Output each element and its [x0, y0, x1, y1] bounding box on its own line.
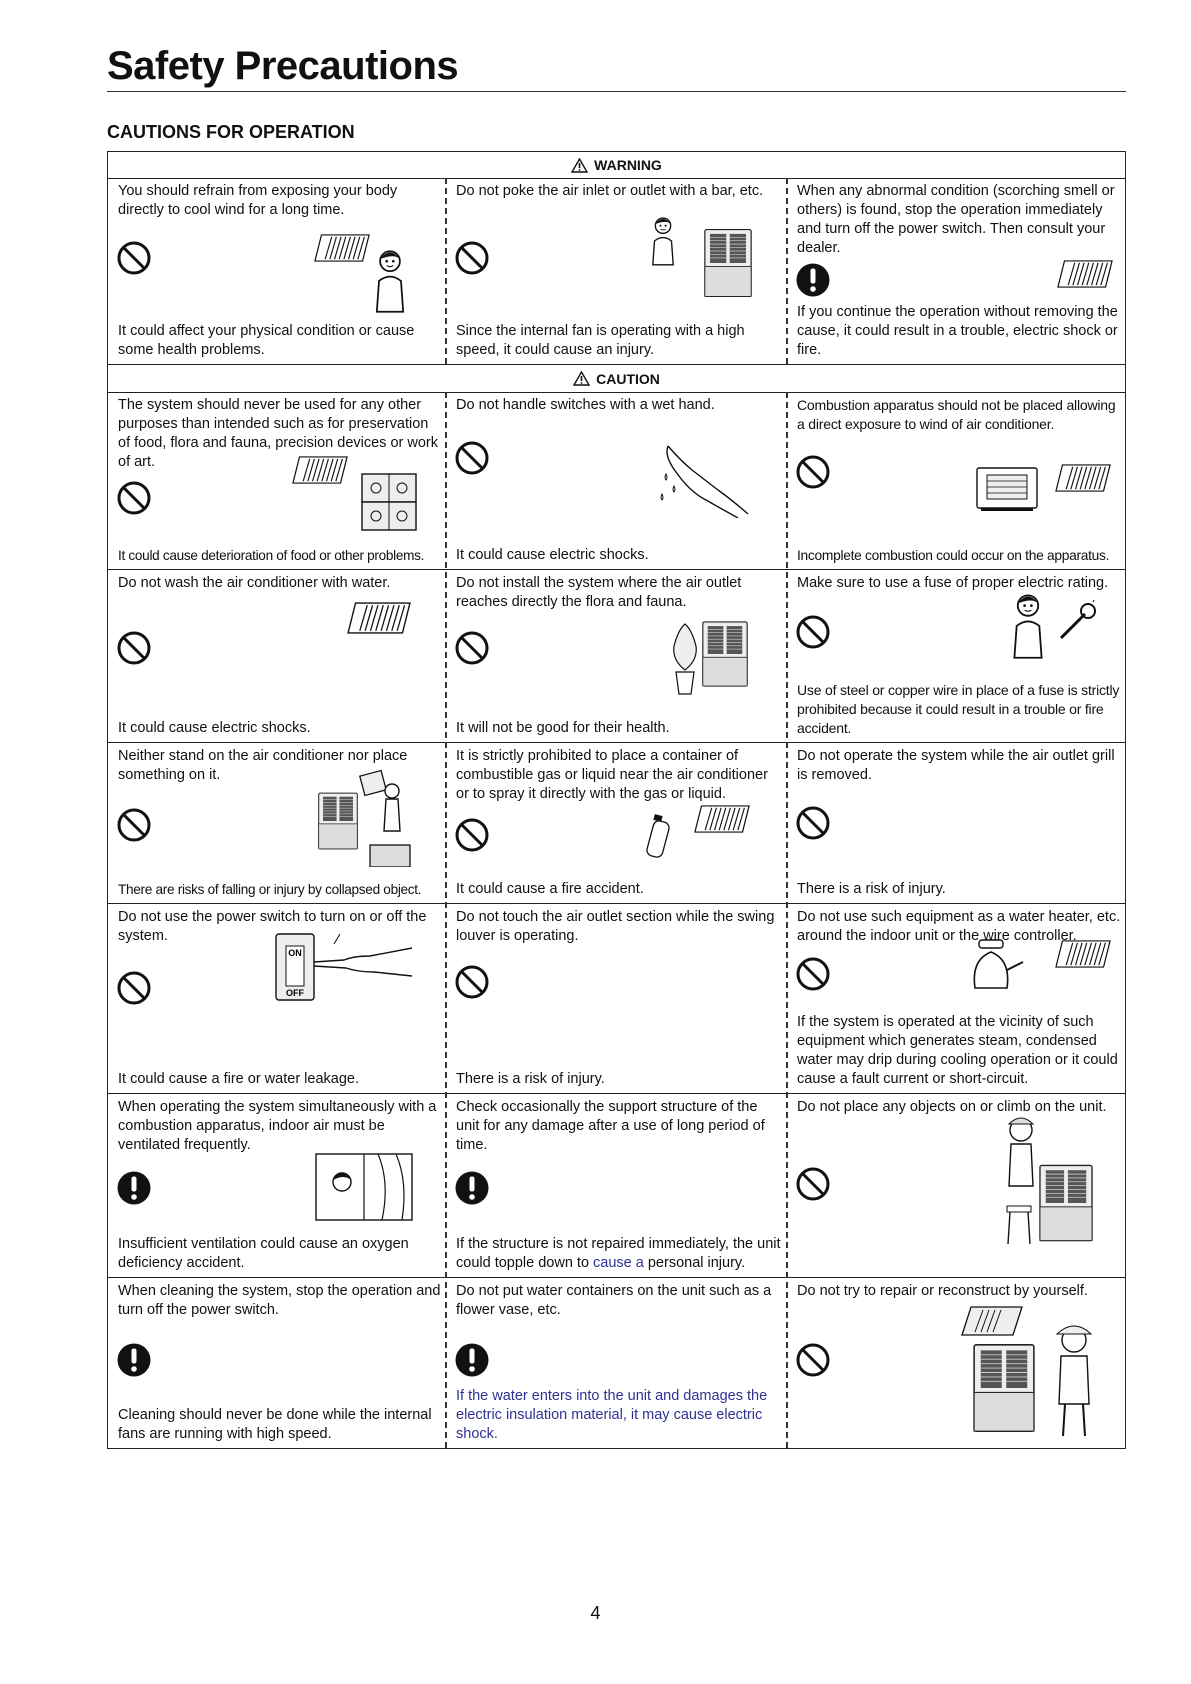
outdoor-unit-icon — [318, 785, 358, 857]
outdoor-unit-icon — [1039, 1158, 1093, 1248]
cell-instruction: Do not operate the system while the air outlet grill is removed. — [797, 748, 1115, 783]
caution-cell — [108, 743, 445, 903]
prohibition-icon — [795, 454, 831, 490]
prohibition-icon — [454, 630, 490, 666]
consequence-highlight: cause a — [593, 1255, 644, 1271]
caution-cell — [108, 1094, 445, 1277]
caution-cell — [446, 570, 786, 742]
cell-instruction: It is strictly prohibited to place a container of combustible gas or liquid near the air conditioner or to spray it directly with the gas or liquid. — [456, 748, 768, 802]
caution-triangle-icon — [573, 371, 590, 386]
outdoor-unit-icon — [702, 614, 748, 694]
combustion-heater-icon — [975, 466, 1039, 512]
cell-instruction: Do not put water containers on the unit such as a flower vase, etc. — [456, 1283, 772, 1318]
cell-instruction: Do not install the system where the air outlet reaches directly the flora and fauna. — [456, 575, 742, 610]
caution-cell — [108, 1278, 445, 1448]
cell-consequence: It could cause a fire accident. — [456, 881, 644, 897]
removed-panel-icon — [961, 1306, 1023, 1336]
warning-label: WARNING — [594, 157, 662, 173]
cell-consequence: Since the internal fan is operating with a high speed, it could cause an injury. — [456, 323, 745, 358]
caution-cell — [787, 743, 1125, 903]
cell-consequence: It could cause electric shocks. — [118, 720, 311, 736]
cell-consequence: If you continue the operation without removing the cause, it could result in a trouble, electric shock or fire. — [797, 304, 1118, 358]
cell-instruction: You should refrain from exposing your body directly to cool wind for a long time. — [118, 183, 398, 218]
food-crates-icon — [360, 472, 418, 532]
caution-cell — [787, 570, 1125, 742]
cell-consequence: It could cause a fire or water leakage. — [118, 1071, 359, 1087]
prohibition-icon — [454, 440, 490, 476]
warning-header — [108, 152, 1125, 179]
page-number: 4 — [590, 1603, 601, 1623]
cell-instruction: Do not use the power switch to turn on or off the system. — [118, 909, 427, 944]
cell-consequence: There is a risk of injury. — [456, 1071, 605, 1087]
cell-instruction: Neither stand on the air conditioner nor place something on it. — [118, 748, 408, 783]
water-spray-icon — [344, 602, 414, 634]
person-on-box-icon — [358, 769, 416, 867]
caution-cell — [446, 1094, 786, 1277]
prohibition-icon — [116, 807, 152, 843]
prohibition-icon — [454, 240, 490, 276]
cell-instruction: The system should never be used for any other purposes than intended such as for preservation of food, flora and fauna, precision devices or work of art. — [118, 397, 438, 470]
switch-off-label: OFF — [286, 988, 304, 998]
caution-cell — [446, 392, 786, 569]
mandatory-icon — [116, 1342, 152, 1378]
prohibition-icon — [116, 630, 152, 666]
cell-consequence: It could cause electric shocks. — [456, 547, 649, 563]
cell-consequence: If the water enters into the unit and damages the electric insulation material, it may cause electric shock. — [456, 1388, 768, 1442]
title-underline — [107, 91, 1126, 92]
cell-consequence: Cleaning should never be done while the internal fans are running with high speed. — [118, 1407, 432, 1442]
cell-consequence: There are risks of falling or injury by collapsed object. — [118, 882, 422, 897]
cell-instruction: Do not try to repair or reconstruct by yourself. — [797, 1283, 1088, 1299]
caution-cell — [787, 392, 1125, 569]
cell-instruction: Make sure to use a fuse of proper electric rating. — [797, 575, 1109, 591]
outdoor-unit-icon — [973, 1338, 1035, 1438]
cell-instruction: Combustion apparatus should not be placed allowing a direct exposure to wind of air conditioner. — [797, 397, 1116, 432]
child-poking-icon — [646, 210, 680, 272]
power-switch-hand-icon — [274, 926, 414, 1002]
cell-instruction: When any abnormal condition (scorching smell or others) is found, stop the operation immediately and turn off the power switch. Then consult your dealer. — [797, 183, 1115, 256]
cell-consequence: It will not be good for their health. — [456, 720, 670, 736]
cell-consequence: Insufficient ventilation could cause an oxygen deficiency accident. — [118, 1236, 409, 1271]
caution-cell — [787, 178, 1125, 364]
open-window-icon — [312, 1152, 416, 1222]
cell-consequence: There is a risk of injury. — [797, 881, 946, 897]
prohibition-icon — [116, 240, 152, 276]
person-on-stool-icon — [997, 1116, 1041, 1246]
caution-cell — [446, 178, 786, 364]
caution-cell — [446, 904, 786, 1093]
technician-icon — [1049, 1318, 1099, 1438]
cell-consequence: It could cause deterioration of food or other problems. — [118, 548, 425, 563]
cell-instruction: Check occasionally the support structure of the unit for any damage after a use of long period of time. — [456, 1099, 765, 1153]
consequence-text-end: personal injury. — [643, 1255, 746, 1271]
cell-instruction: Do not poke the air inlet or outlet with a bar, etc. — [456, 183, 764, 199]
consequence-text: If the structure is not repaired immediately, the unit could topple down to — [456, 1236, 781, 1271]
spray-can-icon — [646, 813, 670, 859]
cell-instruction: Do not wash the air conditioner with water. — [118, 575, 391, 591]
cell-consequence: It could affect your physical condition or cause some health problems. — [118, 323, 415, 358]
shivering-person-icon — [368, 248, 412, 314]
mandatory-icon — [116, 1170, 152, 1206]
warning-triangle-icon — [571, 158, 588, 173]
potted-plant-icon — [668, 620, 702, 696]
wind-icon — [1055, 464, 1111, 492]
prohibition-icon — [795, 614, 831, 650]
wind-icon — [694, 805, 750, 833]
cold-wind-icon — [314, 234, 370, 262]
kettle-icon — [967, 938, 1025, 992]
caution-cell — [108, 570, 445, 742]
wrench-icon — [1055, 600, 1099, 644]
prohibition-icon — [116, 480, 152, 516]
wind-icon — [1057, 260, 1113, 288]
prohibition-icon — [454, 817, 490, 853]
page-title: Safety Precautions — [107, 44, 459, 88]
cell-consequence: Incomplete combustion could occur on the apparatus. — [797, 548, 1110, 563]
prohibition-icon — [795, 1342, 831, 1378]
switch-on-label: ON — [288, 948, 302, 958]
caution-label: CAUTION — [596, 370, 660, 387]
cell-consequence — [456, 1235, 784, 1273]
woman-with-tools-icon — [1005, 592, 1051, 660]
mandatory-icon — [795, 262, 831, 298]
wet-hand-icon — [660, 442, 750, 518]
caution-cell — [787, 904, 1125, 1093]
prohibition-icon — [454, 964, 490, 1000]
wind-icon — [1055, 940, 1111, 968]
caution-cell — [446, 1278, 786, 1448]
caution-cell — [108, 392, 445, 569]
cell-instruction: Do not place any objects on or climb on the unit. — [797, 1099, 1107, 1115]
prohibition-icon — [116, 970, 152, 1006]
caution-cell — [787, 1278, 1125, 1448]
prohibition-icon — [795, 956, 831, 992]
cell-instruction: Do not use such equipment as a water heater, etc. around the indoor unit or the wire controller. — [797, 909, 1121, 944]
section-subtitle: CAUTIONS FOR OPERATION — [107, 122, 355, 142]
cell-consequence: If the system is operated at the vicinity of such equipment which generates steam, condensed water may drip during cooling operation or it could cause a fault current or short-circuit. — [797, 1014, 1118, 1087]
cell-instruction: When operating the system simultaneously with a combustion apparatus, indoor air must be ventilated frequently. — [118, 1099, 437, 1153]
wind-icon — [292, 456, 348, 484]
mandatory-icon — [454, 1342, 490, 1378]
caution-cell — [787, 1094, 1125, 1277]
mandatory-icon — [454, 1170, 490, 1206]
caution-cell — [446, 743, 786, 903]
caution-header — [108, 364, 1125, 393]
cell-instruction: Do not handle switches with a wet hand. — [456, 397, 715, 413]
outdoor-unit-icon — [704, 220, 752, 306]
cell-instruction: When cleaning the system, stop the operation and turn off the power switch. — [118, 1283, 441, 1318]
cell-instruction: Do not touch the air outlet section while the swing louver is operating. — [456, 909, 775, 944]
caution-cell — [108, 904, 445, 1093]
cell-consequence: Use of steel or copper wire in place of a fuse is strictly prohibited because it could result in a trouble or fire accident. — [797, 682, 1120, 736]
prohibition-icon — [795, 1166, 831, 1202]
caution-cell — [108, 178, 445, 364]
prohibition-icon — [795, 805, 831, 841]
cautions-table — [107, 151, 1126, 1449]
